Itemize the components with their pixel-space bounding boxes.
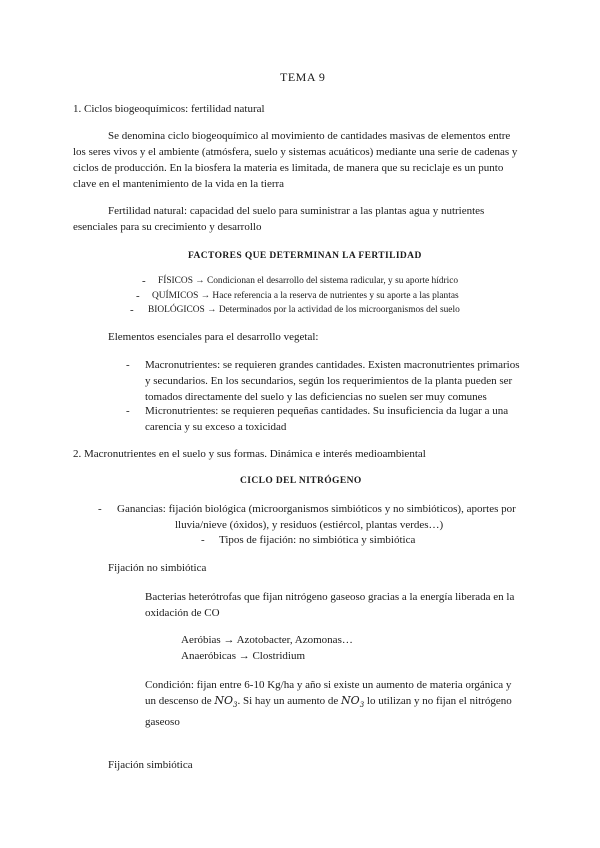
section1-heading: 1. Ciclos biogeoquímicos: fertilidad natural — [73, 103, 265, 115]
section2-heading: 2. Macronutrientes en el suelo y sus formas. Dinámica e interés medioambiental — [73, 448, 426, 460]
macro-line: tomados directamente del suelo y las deficiencias no suelen ser muy comunes — [145, 391, 487, 403]
ganancias-line: Ganancias: fijación biológica (microorganismos simbióticos y no simbióticos), aportes por — [117, 503, 516, 515]
para1-line: Se denomina ciclo biogeoquímico al movimiento de cantidades masivas de elementos entre — [108, 130, 511, 142]
micro-line: carencia y su exceso a toxicidad — [145, 421, 287, 433]
bullet-dash: - — [201, 534, 205, 546]
nitrate-formula: $NO_3$ — [341, 694, 365, 709]
bullet-dash: - — [126, 359, 130, 371]
bullet-dash: - — [136, 290, 140, 302]
anaerobicas-line: Anaeróbicas → Clostridium — [181, 650, 306, 662]
para1-line: ciclos de producción. En la biosfera la materia es limitada, de manera que su reciclaje es un punto — [73, 162, 504, 174]
bacterias-line: Bacterias heterótrofas que fijan nitrógeno gaseoso gracias a la energía liberada en la — [145, 591, 515, 603]
condicion-line: gaseoso — [145, 716, 180, 728]
fijacion-simbiotica-heading: Fijación simbiótica — [108, 759, 193, 771]
page-title: TEMA 9 — [280, 70, 326, 84]
fijacion-no-simbiotica-heading: Fijación no simbiótica — [108, 562, 207, 574]
bullet-dash: - — [130, 304, 134, 316]
factor-item: QUÍMICOS → Hace referencia a la reserva de nutrientes y su aporte a las plantas — [152, 291, 459, 301]
bullet-dash: - — [126, 405, 130, 417]
macro-line: y secundarios. En los secundarios, según los requerimientos de la planta pueden ser — [145, 375, 513, 387]
factor-item: BIOLÓGICOS → Determinados por la actividad de los microorganismos del suelo — [148, 305, 460, 315]
condicion-line: Condición: fijan entre 6-10 Kg/ha y año si existe un aumento de materia orgánica y — [145, 679, 512, 691]
bullet-dash: - — [142, 275, 146, 287]
condicion-line: un descenso de $NO_3$. Si hay un aumento de $NO_3$ lo utilizan y no fijan el nitrógeno — [145, 694, 512, 709]
ciclo-heading: CICLO DEL NITRÓGENO — [240, 476, 362, 486]
bullet-dash: - — [98, 503, 102, 515]
nitrate-formula: $NO_3$ — [214, 694, 238, 709]
para1-line: los seres vivos y el ambiente (atmósfera, suelo y sistemas acuáticos) mediante una serie de cadenas y — [73, 146, 518, 158]
para2-line: esenciales para su crecimiento y desarrollo — [73, 221, 262, 233]
micro-line: Micronutrientes: se requieren pequeñas cantidades. Su insuficiencia da lugar a una — [145, 405, 509, 417]
para2-line: Fertilidad natural: capacidad del suelo para suministrar a las plantas agua y nutrientes — [108, 205, 485, 217]
tipos-fijacion: Tipos de fijación: no simbiótica y simbiótica — [219, 534, 416, 546]
para1-line: clave en el mantenimiento de la vida en la tierra — [73, 178, 285, 190]
ganancias-line: lluvia/nieve (óxidos), y residuos (estiércol, plantas verdes…) — [175, 519, 444, 531]
aerobias-line: Aeróbias → Azotobacter, Azomonas… — [181, 634, 353, 646]
factor-item: FÍSICOS → Condicionan el desarrollo del sistema radicular, y su aporte hídrico — [158, 276, 459, 286]
factores-heading: FACTORES QUE DETERMINAN LA FERTILIDAD — [188, 251, 422, 261]
macro-line: Macronutrientes: se requieren grandes cantidades. Existen macronutrientes primarios — [145, 359, 520, 371]
elementos-heading: Elementos esenciales para el desarrollo vegetal: — [108, 331, 319, 343]
bacterias-line: oxidación de CO — [145, 607, 220, 619]
